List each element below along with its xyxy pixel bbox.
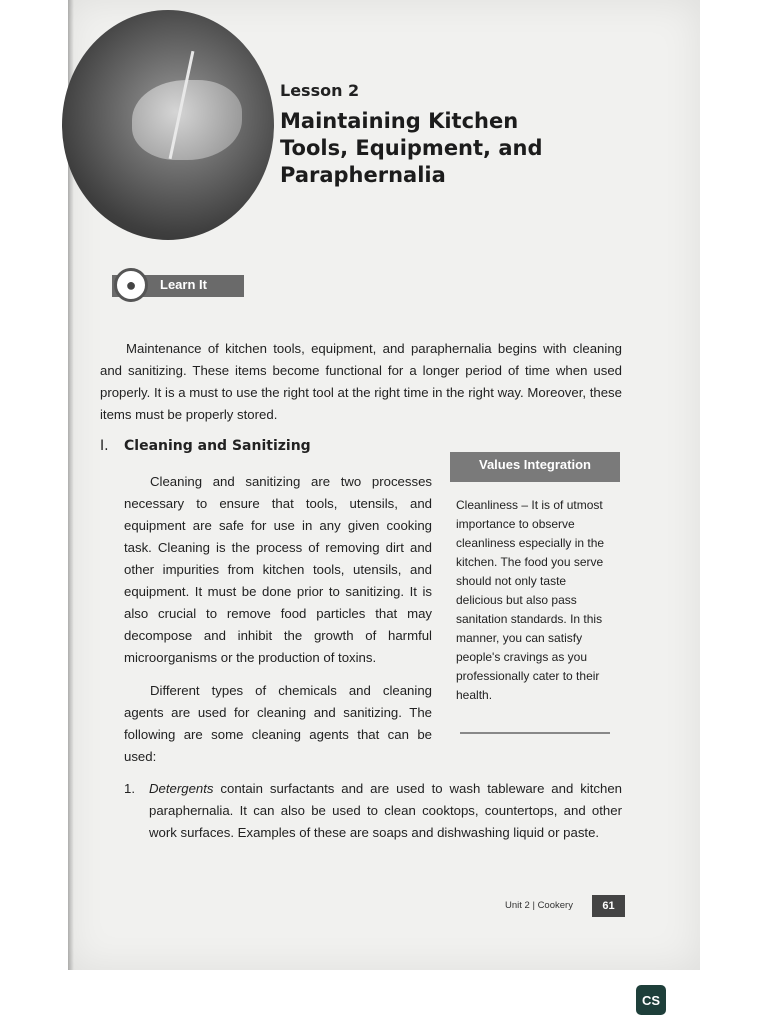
lightbulb-icon: ● xyxy=(114,268,148,302)
paragraph-cleaning-text: Cleaning and sanitizing are two processes necessary to ensure that tools, utensils, and equipment are safe for use in any given cooking task. Cleaning is the process of removing dirt and other impurities from kitchen tools, utensils, and equipment. It must be done prior to sanitizing. It is also crucial to remove food particles that may decompose and inhibit the growth of harmful microorganisms or the production of toxins. xyxy=(124,474,432,665)
values-heading: Values Integration xyxy=(450,452,620,482)
photo-hand xyxy=(132,80,242,160)
paragraph-agents xyxy=(124,680,432,768)
camscanner-logo: CS xyxy=(636,985,666,1015)
page-number: 61 xyxy=(592,895,625,917)
list-item-term: Detergents xyxy=(149,781,214,796)
intro-text: Maintenance of kitchen tools, equipment, and paraphernalia begins with cleaning and sanitizing. These items become functional for a longer period of time when used properly. It is a must to use the right tool at the right time in the right way. Moreover, these items must be properly stored. xyxy=(100,341,622,422)
section-heading xyxy=(100,438,311,454)
lesson-photo xyxy=(62,10,274,240)
values-divider xyxy=(460,732,610,734)
paragraph-cleaning xyxy=(124,471,432,669)
learn-it-badge xyxy=(102,267,244,303)
lesson-number: Lesson 2 xyxy=(280,81,360,100)
list-item-description: contain surfactants and are used to wash tableware and kitchen paraphernalia. It can also be used to clean cooktops, countertops, and other work surfaces. Examples of these are soaps and dishwashing liquid or paste. xyxy=(149,781,622,840)
paragraph-agents-text: Different types of chemicals and cleaning agents are used for cleaning and sanitizing. The following are some cleaning agents that can be used: xyxy=(124,683,432,764)
intro-paragraph xyxy=(100,338,622,426)
list-item-number: 1. xyxy=(124,781,135,796)
list-item-text xyxy=(149,778,622,844)
badge-label: Learn It xyxy=(160,277,207,292)
values-integration-box xyxy=(450,452,620,738)
section-numeral: I. xyxy=(100,438,109,454)
values-text: Cleanliness – It is of utmost importance to observe cleanliness especially in the kitchen. The food you serve should not only taste delicious but also pass sanitation standards. In this manner, you can satisfy people's cravings as you professionally cater to their health. xyxy=(456,498,605,702)
lesson-title: Maintaining Kitchen Tools, Equipment, and Paraphernalia xyxy=(280,109,543,187)
footer-unit: Unit 2 | Cookery xyxy=(505,900,573,911)
section-title: Cleaning and Sanitizing xyxy=(124,438,311,454)
